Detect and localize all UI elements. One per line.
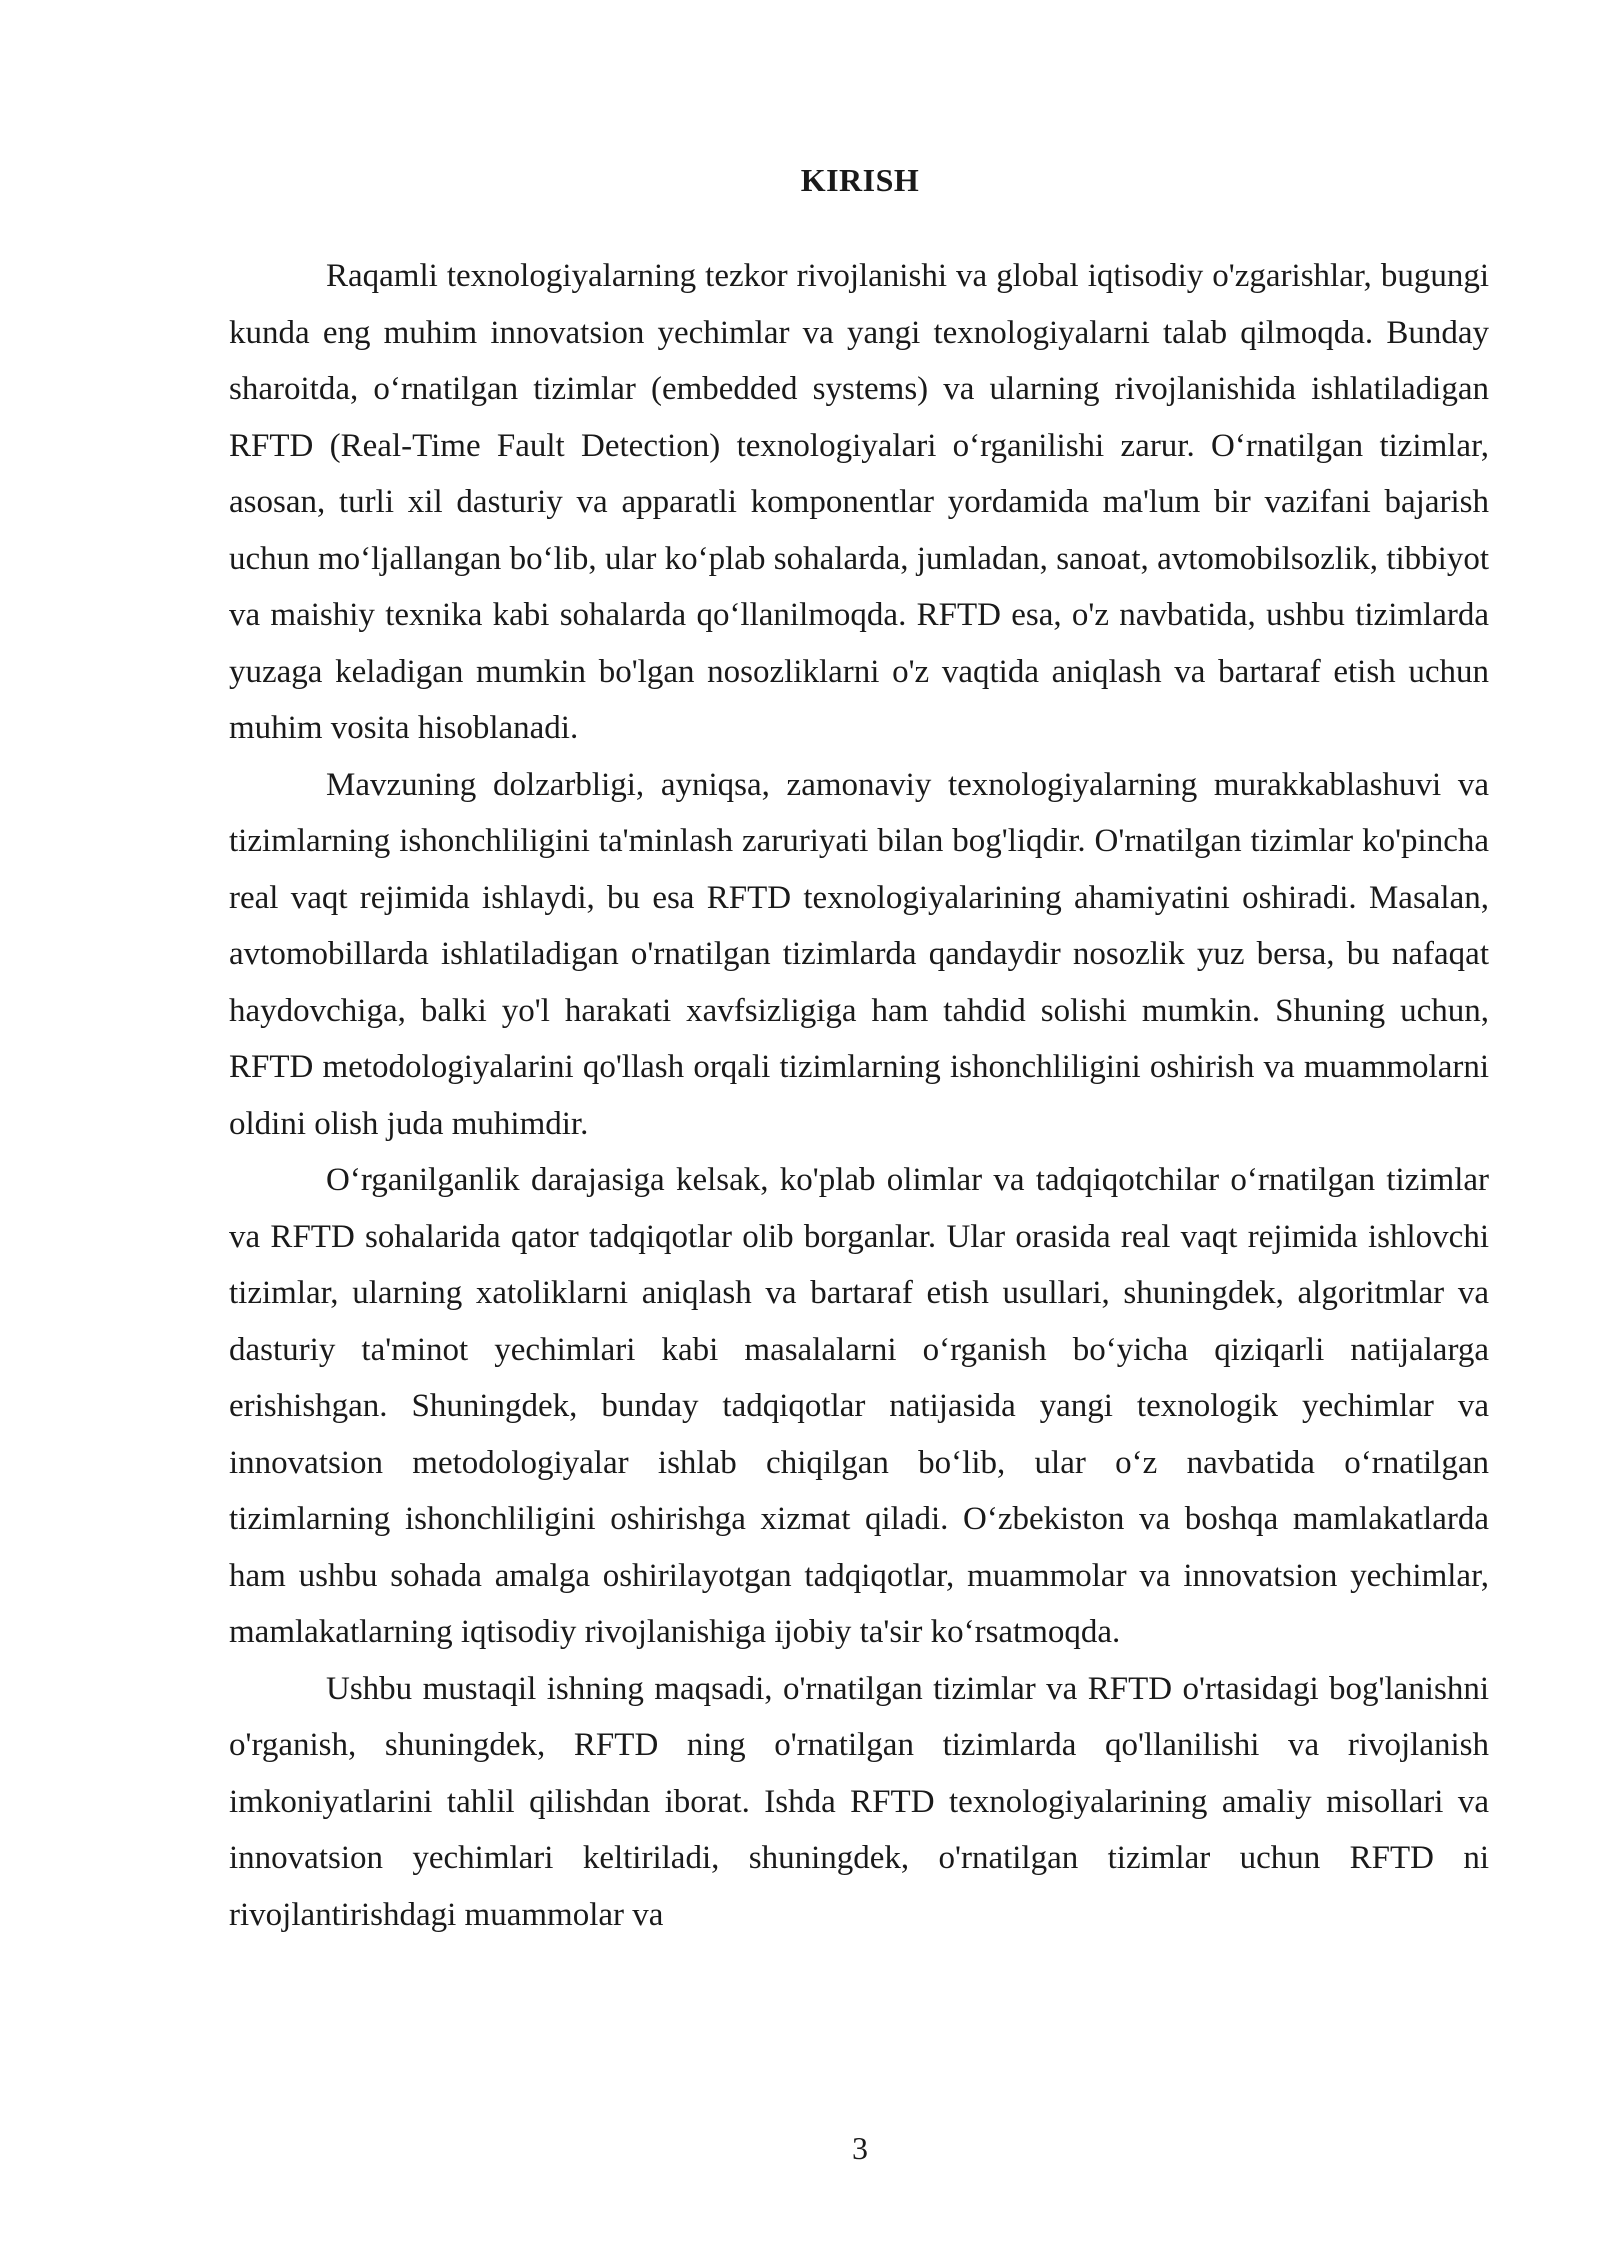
document-body [229,248,1489,1943]
paragraph-goal: Ushbu mustaqil ishning maqsadi, o'rnatilgan tizimlar va RFTD o'rtasidagi bog'lanishni o'rganish, shuningdek, RFTD ning o'rnatilgan tizimlarda qo'llanilishi va rivojlanish imkoniyatlarini tahlil qilishdan iborat. Ishda RFTD texnologiyalarining amaliy misollari va innovatsion yechimlari keltiriladi, shuningdek, o'rnatilgan tizimlar uchun RFTD ni rivojlantirishdagi muammolar va [229,1670,1489,1933]
page-number: 3 [852,2130,868,2166]
paragraph-research-status: Oʻrganilganlik darajasiga kelsak, ko'plab olimlar va tadqiqotchilar oʻrnatilgan tizimlar va RFTD sohalarida qator tadqiqotlar olib borganlar. Ular orasida real vaqt rejimida ishlovchi tizimlar, ularning xatoliklarni aniqlash va bartaraf etish usullari, shuningdek, algoritmlar va dasturiy ta'minot yechimlari kabi masalalarni oʻrganish boʻyicha qiziqarli natijalarga erishishgan. Shuningdek, bunday tadqiqotlar natijasida yangi texnologik yechimlar va innovatsion metodologiyalar ishlab chiqilgan boʻlib, ular oʻz navbatida oʻrnatilgan tizimlarning ishonchliligini oshirishga xizmat qiladi. Oʻzbekiston va boshqa mamlakatlarda ham ushbu sohada amalga oshirilayotgan tadqiqotlar, muammolar va innovatsion yechimlar, mamlakatlarning iqtisodiy rivojlanishiga ijobiy ta'sir koʻrsatmoqda. [229,1162,1489,1650]
paragraph-intro: Raqamli texnologiyalarning tezkor rivojlanishi va global iqtisodiy o'zgarishlar, bugungi kunda eng muhim innovatsion yechimlar va yangi texnologiyalarni talab qilmoqda. Bunday sharoitda, oʻrnatilgan tizimlar (embedded systems) va ularning rivojlanishida ishlatiladigan RFTD (Real-Time Fault Detection) texnologiyalari oʻrganilishi zarur. Oʻrnatilgan tizimlar, asosan, turli xil dasturiy va apparatli komponentlar yordamida ma'lum bir vazifani bajarish uchun moʻljallangan boʻlib, ular koʻplab sohalarda, jumladan, sanoat, avtomobilsozlik, tibbiyot va maishiy texnika kabi sohalarda qoʻllanilmoqda. RFTD esa, o'z navbatida, ushbu tizimlarda yuzaga keladigan mumkin bo'lgan nosozliklarni o'z vaqtida aniqlash va bartaraf etish uchun muhim vosita hisoblanadi. [229,258,1489,746]
paragraph-relevance: Mavzuning dolzarbligi, ayniqsa, zamonaviy texnologiyalarning murakkablashuvi va tizimlarning ishonchliligini ta'minlash zaruriyati bilan bog'liqdir. O'rnatilgan tizimlar ko'pincha real vaqt rejimida ishlaydi, bu esa RFTD texnologiyalarining ahamiyatini oshiradi. Masalan, avtomobillarda ishlatiladigan o'rnatilgan tizimlarda qandaydir nosozlik yuz bersa, bu nafaqat haydovchiga, balki yo'l harakati xavfsizligiga ham tahdid solishi mumkin. Shuning uchun, RFTD metodologiyalarini qo'llash orqali tizimlarning ishonchliligini oshirish va muammolarni oldini olish juda muhimdir. [229,766,1489,1142]
page-title: KIRISH [800,162,920,198]
